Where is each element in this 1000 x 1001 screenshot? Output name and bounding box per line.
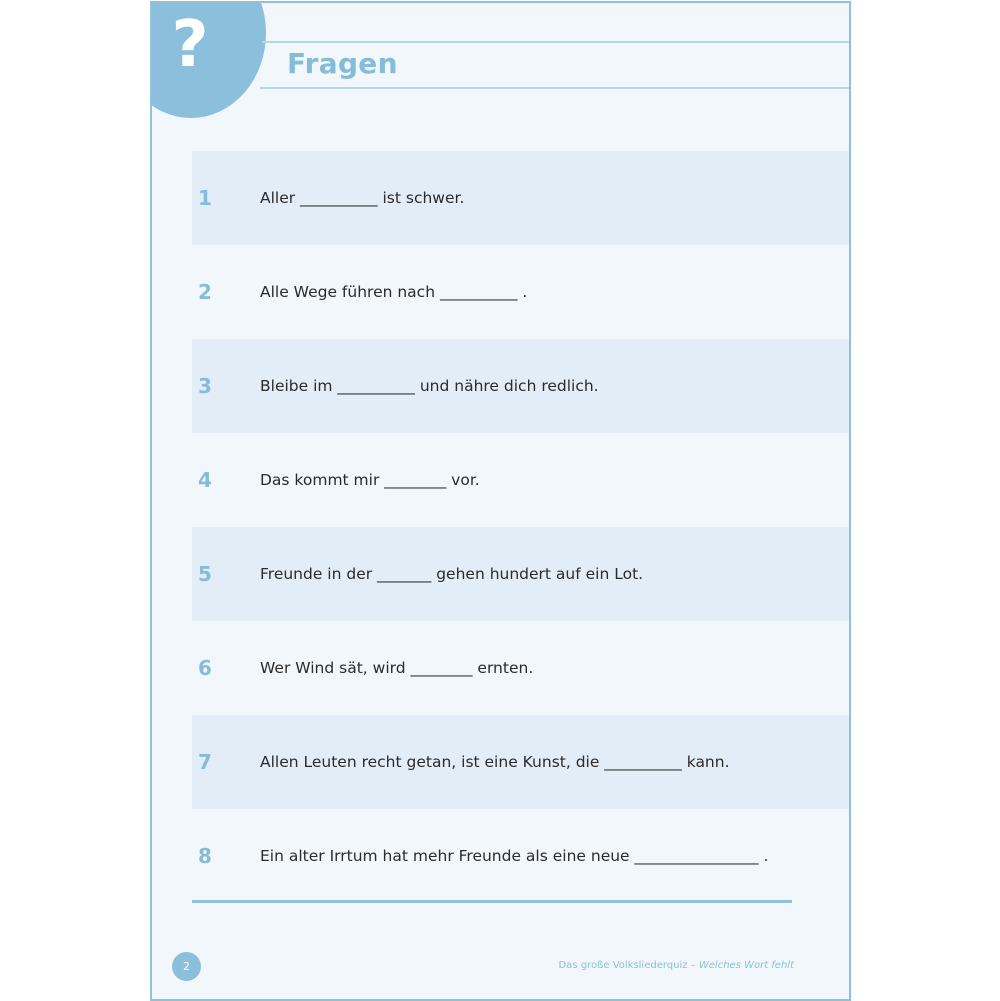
question-text: Aller __________ ist schwer. — [260, 189, 465, 207]
header-rule-bottom — [260, 87, 849, 89]
footer-title — [558, 960, 794, 971]
question-mark-icon: ? — [171, 8, 209, 82]
question-row-5 — [192, 527, 849, 621]
question-text: Wer Wind sät, wird ________ ernten. — [260, 659, 534, 677]
question-number: 8 — [198, 844, 212, 868]
question-row-2 — [192, 245, 849, 339]
question-number: 5 — [198, 562, 212, 586]
question-text: Alle Wege führen nach __________ . — [260, 283, 528, 301]
question-list — [192, 151, 849, 903]
question-row-3 — [192, 339, 849, 433]
question-row-8 — [192, 809, 849, 903]
footer-book-title: Das große Volksliederquiz – — [558, 960, 696, 971]
worksheet-page — [150, 1, 851, 1001]
question-number: 4 — [198, 468, 212, 492]
question-row-1 — [192, 151, 849, 245]
question-number: 1 — [198, 186, 212, 210]
question-row-7 — [192, 715, 849, 809]
section-end-rule — [192, 900, 792, 903]
question-text: Bleibe im __________ und nähre dich redlich. — [260, 377, 599, 395]
question-text: Freunde in der _______ gehen hundert auf ein Lot. — [260, 565, 644, 583]
question-number: 2 — [198, 280, 212, 304]
question-text: Allen Leuten recht getan, ist eine Kunst, die __________ kann. — [260, 753, 730, 771]
question-number: 6 — [198, 656, 212, 680]
page-number-badge: 2 — [172, 952, 201, 981]
page-title: Fragen — [287, 47, 398, 80]
header-rule-top — [262, 41, 849, 43]
question-number: 7 — [198, 750, 212, 774]
question-row-6 — [192, 621, 849, 715]
question-text: Das kommt mir ________ vor. — [260, 471, 480, 489]
question-row-4 — [192, 433, 849, 527]
footer-book-subtitle: Welches Wort fehlt — [698, 960, 794, 971]
question-badge — [150, 1, 266, 118]
question-number: 3 — [198, 374, 212, 398]
question-text: Ein alter Irrtum hat mehr Freunde als eine neue ________________ . — [260, 847, 769, 865]
